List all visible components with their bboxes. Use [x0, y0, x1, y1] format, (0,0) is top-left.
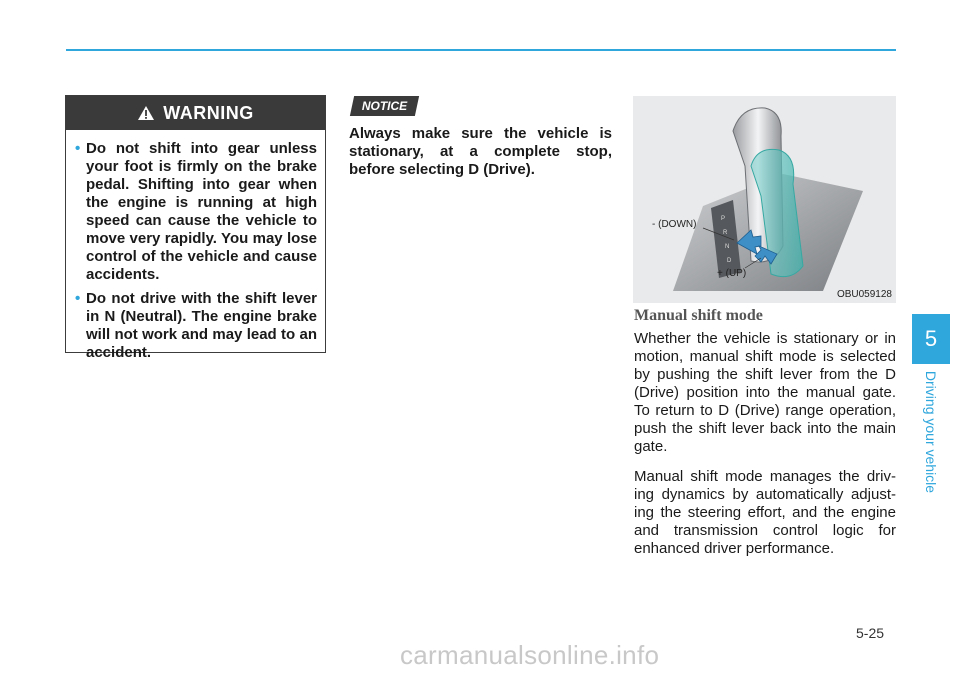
chapter-label: Driving your vehicle [923, 370, 939, 494]
svg-text:R: R [723, 230, 728, 236]
shift-lever-illustration [633, 96, 896, 303]
warning-title: WARNING [163, 102, 254, 123]
watermark: carmanualsonline.info [400, 640, 660, 670]
shift-lever-drawing [633, 96, 896, 303]
svg-text:D: D [727, 258, 732, 264]
warning-item [75, 290, 317, 362]
warning-item-text: Do not shift into gear unless your foot is firmly on the brake pedal. Shifting into gear when the engine is running at high speed can cause the vehicle to move very rapidly. You may lose control of the vehicle and cause accidents. [86, 140, 317, 283]
warning-item-text: Do not drive with the shift lever in N (Neutral). The engine brake will not work and may lead to an accident. [86, 290, 317, 361]
notice-label: NOTICE [361, 99, 408, 113]
chapter-tab[interactable]: 5 [912, 314, 950, 364]
notice-text: Always make sure the vehicle is stationary, at a complete stop, before selecting D (Drive). [349, 125, 612, 178]
top-rule [66, 49, 896, 51]
svg-text:N: N [725, 244, 730, 250]
warning-item [75, 140, 317, 284]
section-heading: Manual shift mode [634, 307, 763, 324]
svg-text:P: P [721, 216, 726, 222]
warning-triangle-icon [137, 105, 155, 121]
bullet-icon: • [75, 290, 81, 307]
bullet-icon: • [75, 140, 81, 157]
up-label: + (UP) [717, 268, 747, 279]
warning-list [66, 130, 325, 362]
paragraph: Whether the vehicle is stationary or in motion, manual shift mode is selected by pushing the shift lever from the D (Drive) position into the manual gate. To return to D (Drive) range operation, push the shift lever back into the main gate. [634, 330, 896, 455]
paragraph: Manual shift mode manages the driv-ing dynamics by automatically adjust-ing the steering effort, and the engine and transmission control logic for enhanced driver performance. [634, 468, 896, 557]
warning-box [65, 95, 326, 361]
figure-code: OBU059128 [836, 289, 892, 300]
warning-header [66, 96, 325, 130]
page-number: 5-25 [856, 625, 885, 641]
down-label: - (DOWN) [652, 219, 697, 230]
